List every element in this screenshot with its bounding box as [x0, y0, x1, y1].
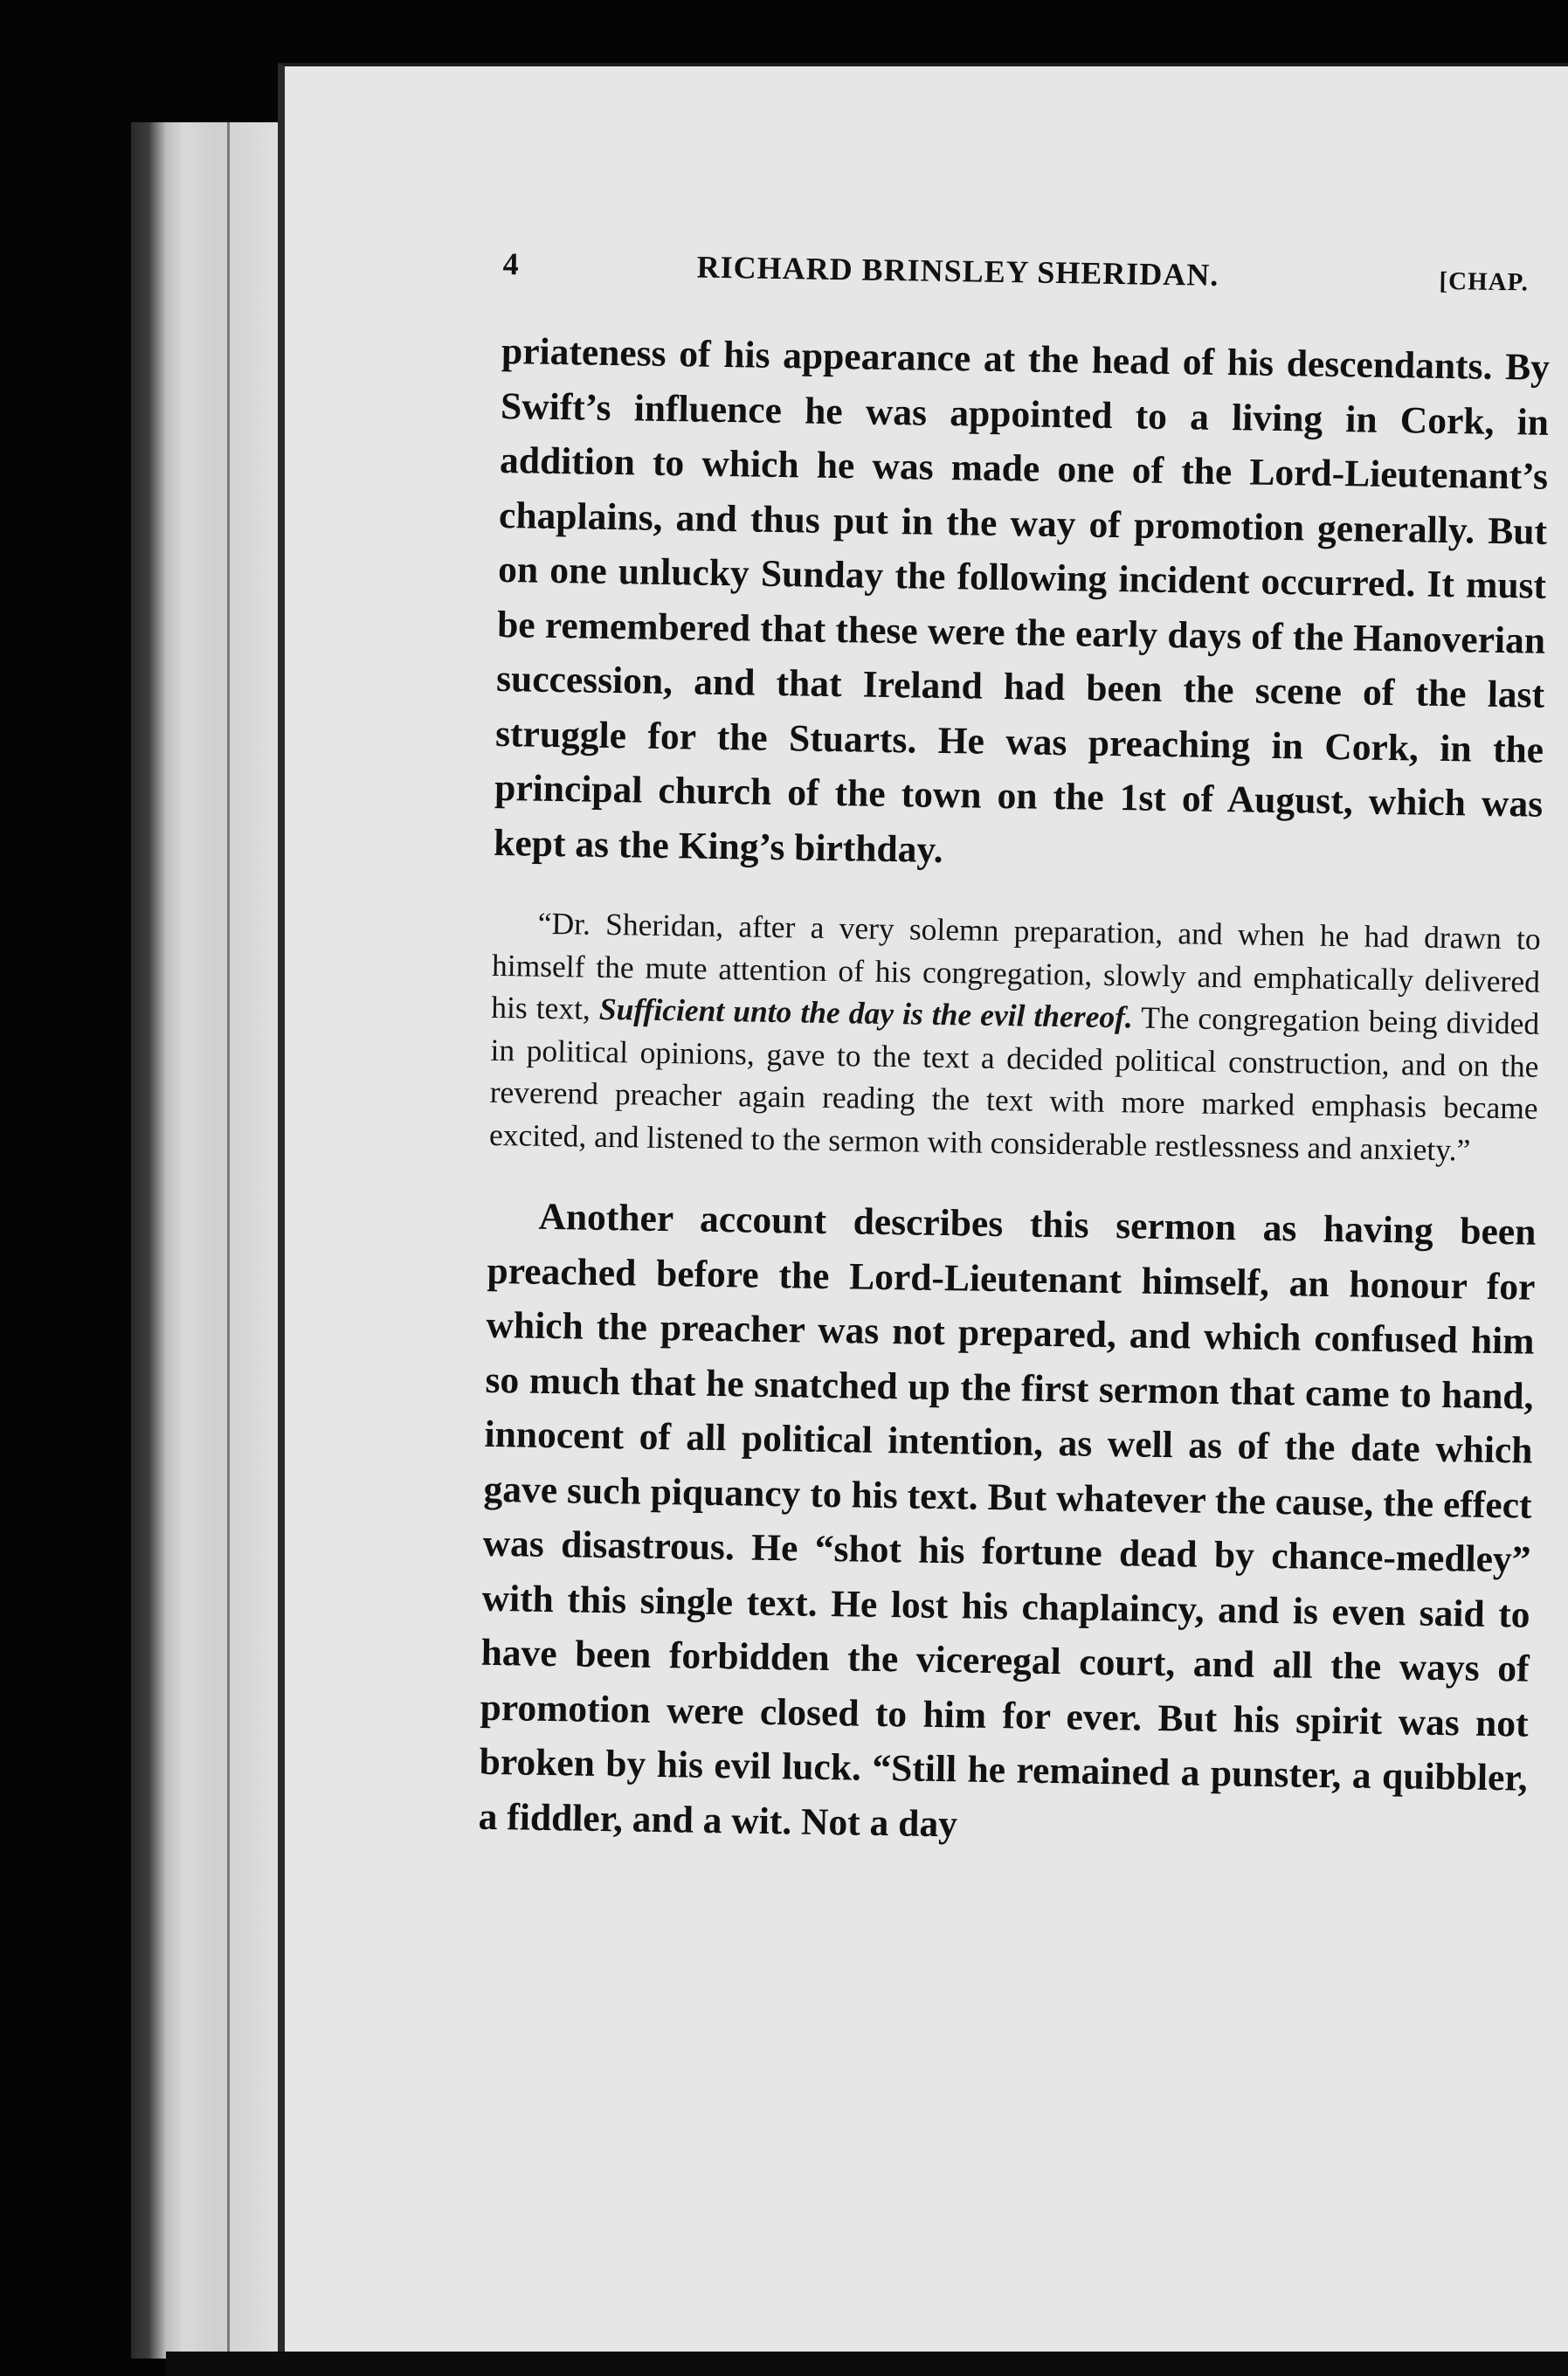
- quote-text-before: “Dr. Sheridan, after a very solemn preparation, and when he had drawn to himself the mute attention of his congregation, slowly and emphatically delivered his text,: [490, 905, 1541, 1026]
- page-content: [478, 245, 1551, 1861]
- body-paragraph-1: priateness of his appearance at the head of his descendants. By Swift’s influence he was appointed to a living in Cork, in addition to which he was made one of the Lord-Lieutenant’s chaplains, and thus put in the way of promotion generally. But on one unlucky Sunday the following incident occurred. It must be remembered that these were the early days of the Hanoverian succession, and that Ireland had been the scene of the last struggle for the Stuarts. He was preaching in Cork, in the principal church of the town on the 1st of August, which was kept as the King’s birthday.: [493, 329, 1551, 871]
- quote-emphasis: Sufficient unto the day is the evil thereof.: [598, 991, 1134, 1035]
- block-quote: [489, 901, 1541, 1172]
- body-paragraph-2: Another account describes this sermon as having been preached before the Lord-Lieutenant himself, an honour for which the preacher was not prepared, and which confused him so much that he snatched up the first sermon that came to hand, innocent of all political intention, as well as of the date which gave such piquancy to his text. But whatever the cause, the effect was disastrous. He “shot his fortune dead by chance-medley” with this single text. He lost his chaplaincy, and is even said to have been forbidden the viceregal court, and all the ways of promotion were closed to him for ever. But his spirit was not broken by his evil luck. “Still he remained a punster, a quibbler, a fiddler, and a wit. Not a day: [478, 1195, 1537, 1845]
- quote-text-after: The congregation being divided in political opinions, gave to the text a decided political construction, and on the reverend preacher again reading the text with more marked emphasis became excited, and listened to the sermon with considerable restlessness and anxiety.”: [488, 999, 1540, 1168]
- page-number: 4: [502, 245, 520, 282]
- running-head: [502, 245, 1551, 314]
- page-bottom-shadow: [166, 2352, 1568, 2376]
- running-head-chapter: [CHAP.: [1439, 266, 1530, 297]
- running-head-title: RICHARD BRINSLEY SHERIDAN.: [696, 249, 1219, 293]
- book-page: [278, 63, 1568, 2352]
